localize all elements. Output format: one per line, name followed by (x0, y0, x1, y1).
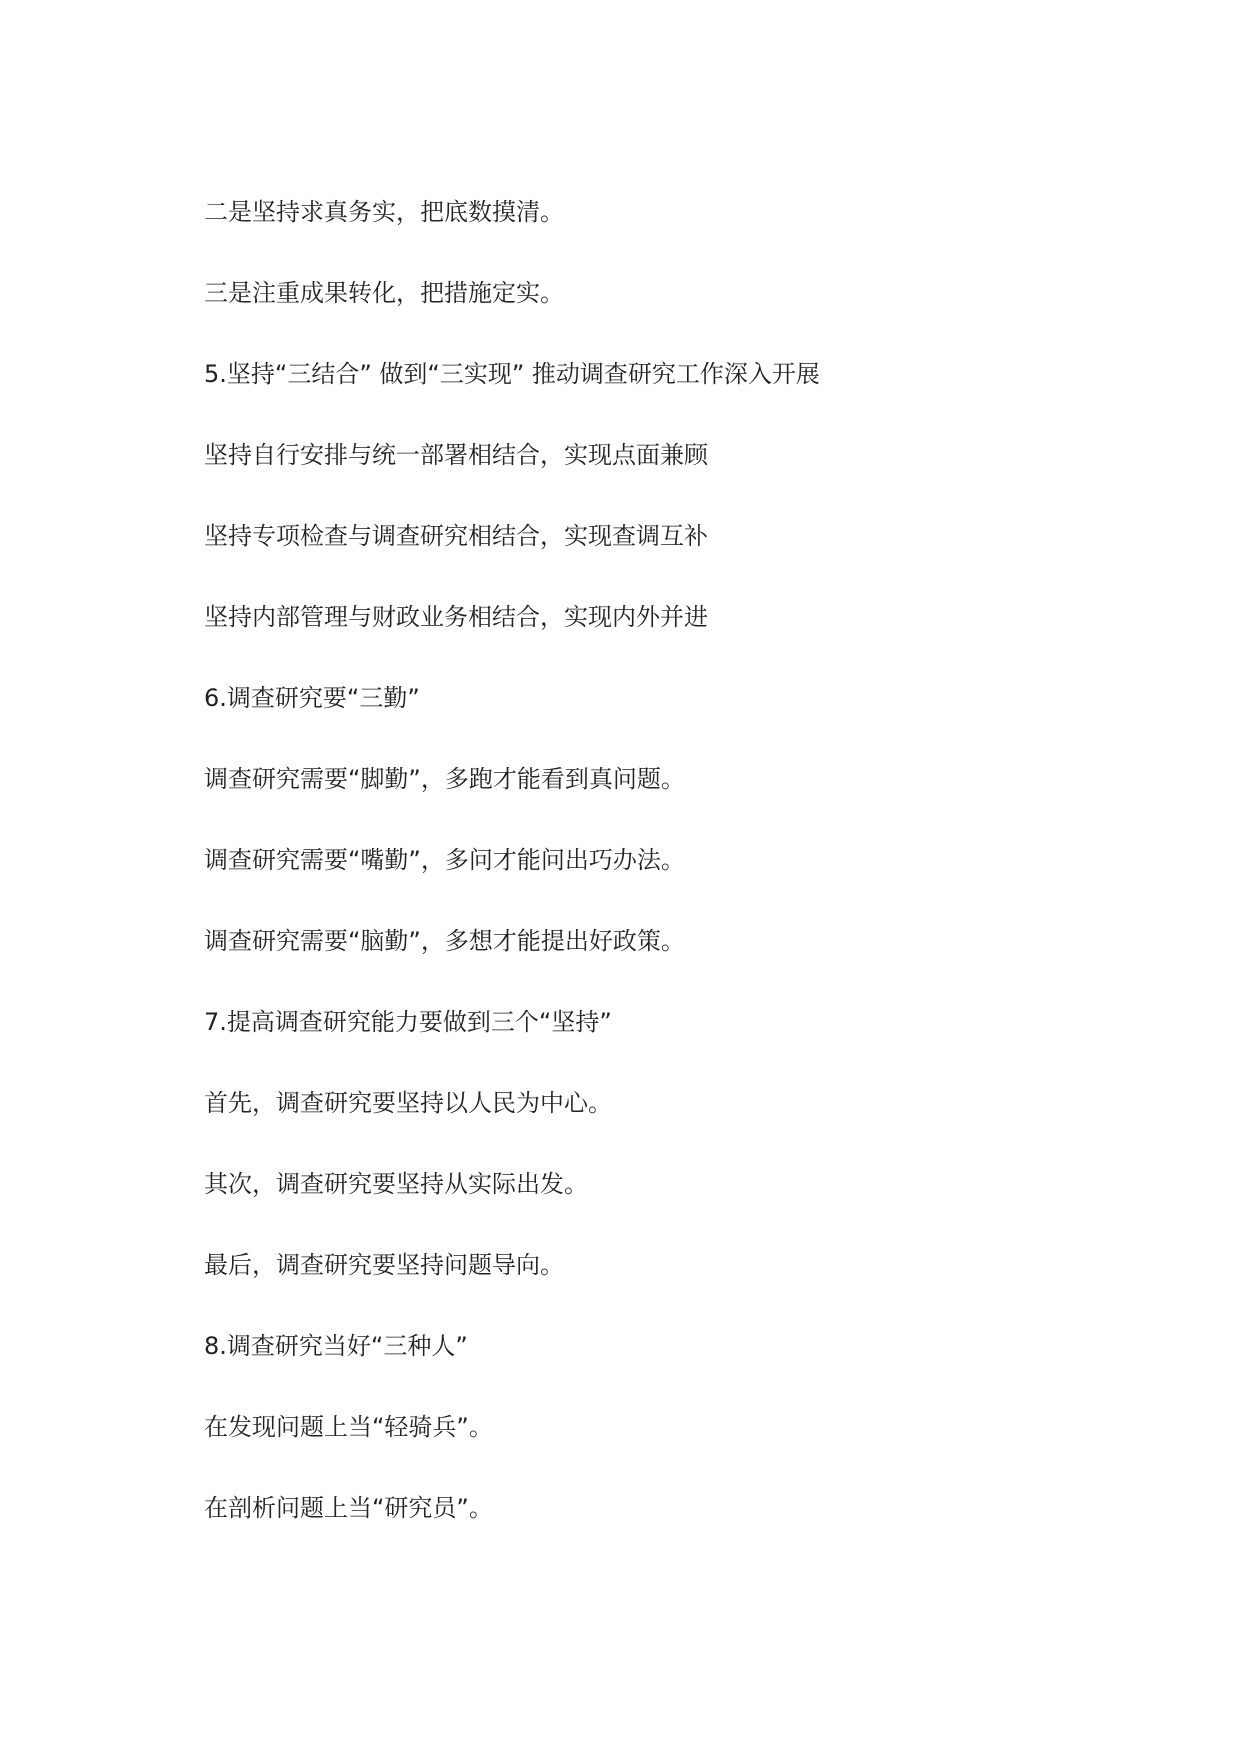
section-heading: 8.调查研究当好“三种人” (204, 1332, 468, 1360)
text-line: 坚持内部管理与财政业务相结合，实现内外并进 (204, 603, 708, 631)
section-heading: 6.调查研究要“三勤” (204, 684, 420, 712)
text-line: 调查研究需要“嘴勤”，多问才能问出巧办法。 (204, 846, 685, 874)
text-line: 调查研究需要“脑勤”，多想才能提出好政策。 (204, 927, 685, 955)
document-body (204, 190, 1104, 1567)
text-line: 二是坚持求真务实，把底数摸清。 (204, 198, 564, 226)
text-line: 其次，调查研究要坚持从实际出发。 (204, 1170, 588, 1198)
text-line: 在发现问题上当“轻骑兵”。 (204, 1413, 493, 1441)
section-heading: 7.提高调查研究能力要做到三个“坚持” (204, 1008, 612, 1036)
text-line: 坚持自行安排与统一部署相结合，实现点面兼顾 (204, 441, 708, 469)
text-line: 最后，调查研究要坚持问题导向。 (204, 1251, 564, 1279)
text-line: 在剖析问题上当“研究员”。 (204, 1494, 493, 1522)
text-line: 坚持专项检查与调查研究相结合，实现查调互补 (204, 522, 708, 550)
section-heading: 5.坚持“三结合” 做到“三实现” 推动调查研究工作深入开展 (204, 360, 820, 388)
text-line: 三是注重成果转化，把措施定实。 (204, 279, 564, 307)
text-line: 首先，调查研究要坚持以人民为中心。 (204, 1089, 612, 1117)
text-line: 调查研究需要“脚勤”，多跑才能看到真问题。 (204, 765, 685, 793)
